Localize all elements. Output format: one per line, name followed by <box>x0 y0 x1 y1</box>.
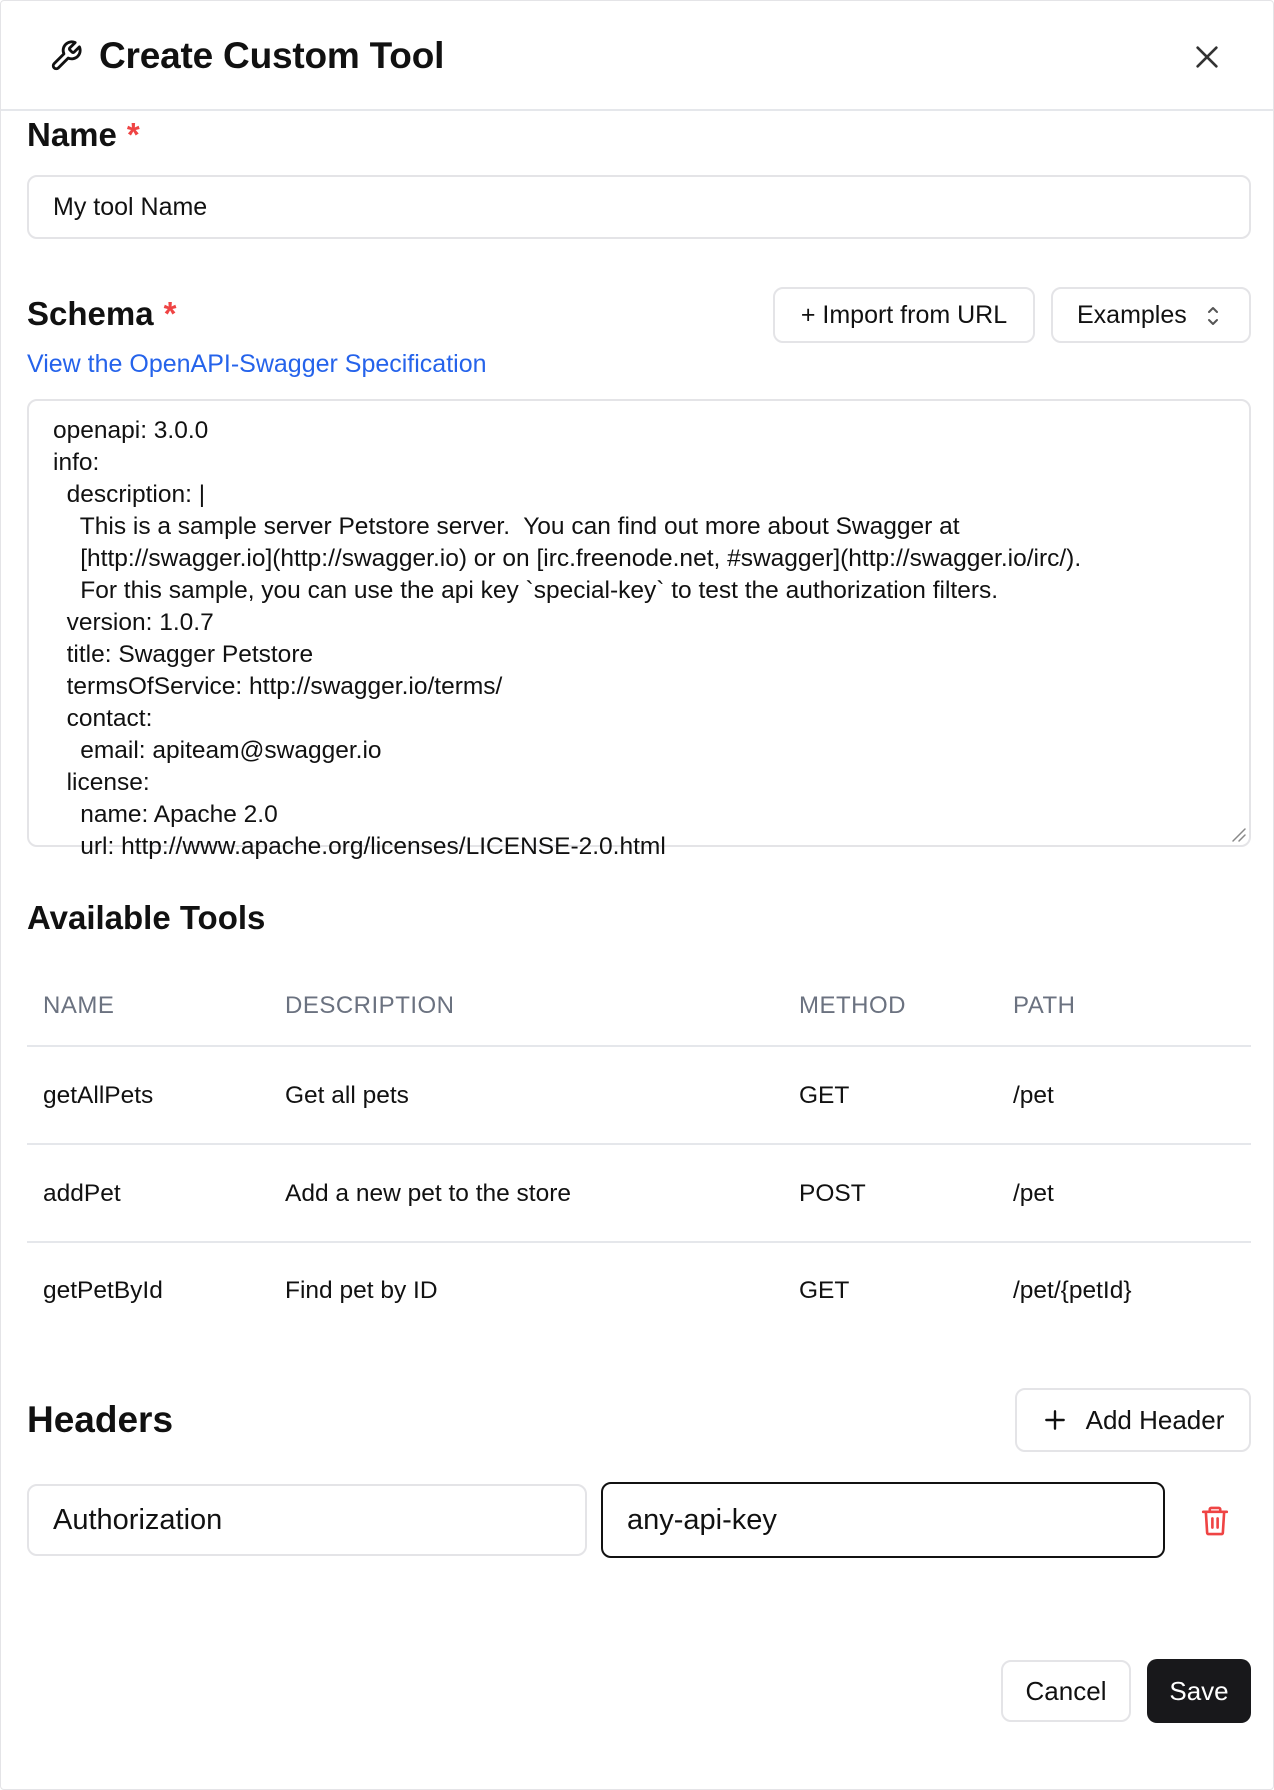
required-mark: * <box>126 116 140 153</box>
header-value-input[interactable]: any-api-key <box>601 1482 1165 1558</box>
schema-label: Schema * <box>27 295 177 332</box>
tool-name: getPetById <box>43 1277 163 1304</box>
add-header-button[interactable]: Add Header <box>1015 1388 1251 1452</box>
available-tools-title: Available Tools <box>27 899 266 936</box>
tool-method: GET <box>799 1277 850 1304</box>
dialog-title: Create Custom Tool <box>99 35 445 76</box>
header-key-input[interactable]: Authorization <box>27 1484 587 1556</box>
col-header-description: DESCRIPTION <box>285 992 455 1019</box>
table-divider <box>27 1241 1251 1243</box>
schema-content: openapi: 3.0.0 info: description: | This is a sample server Petstore server. You can find out more about Swagger at [http://swagger.io](http://swagger.io) or on [irc.freenode.net, #swagger](http://swagger.io/irc/). For this sample, you can use the api key `special-key` to test the authorization filters. version: 1.0.7 title: Swagger Petstore termsOfService: http://swagger.io/terms/ contact: email: apiteam@swagger.io license: name: Apache 2.0 url: http://www.apache.org/licenses/LICENSE-2.0.html <box>53 417 1082 860</box>
examples-select[interactable]: Examples <box>1051 287 1251 343</box>
name-input[interactable]: My tool Name <box>27 175 1251 239</box>
col-header-method: METHOD <box>799 992 906 1019</box>
required-mark: * <box>163 295 177 332</box>
tool-method: POST <box>799 1180 866 1207</box>
trash-icon[interactable] <box>1199 1504 1231 1538</box>
table-divider <box>27 1045 1251 1047</box>
table-divider <box>27 1143 1251 1145</box>
headers-title: Headers <box>27 1399 174 1440</box>
chevron-up-down-icon <box>1201 303 1225 329</box>
tool-description: Add a new pet to the store <box>285 1180 572 1207</box>
tool-path: /pet/{petId} <box>1013 1277 1132 1304</box>
resize-grip-icon[interactable] <box>1229 825 1247 843</box>
import-from-url-button[interactable]: + Import from URL <box>773 287 1035 343</box>
cancel-button[interactable]: Cancel <box>1001 1660 1131 1722</box>
tool-description: Get all pets <box>285 1082 409 1109</box>
tool-method: GET <box>799 1082 850 1109</box>
name-label: Name * <box>27 116 140 153</box>
col-header-name: NAME <box>43 992 115 1019</box>
tool-path: /pet <box>1013 1082 1054 1109</box>
tool-description: Find pet by ID <box>285 1277 438 1304</box>
tool-name: addPet <box>43 1180 121 1207</box>
tool-path: /pet <box>1013 1180 1054 1207</box>
schema-editor[interactable] <box>27 399 1251 860</box>
dialog-header <box>1 1 1273 111</box>
close-icon[interactable] <box>1191 41 1223 73</box>
wrench-icon <box>49 39 83 73</box>
col-header-path: PATH <box>1013 992 1076 1019</box>
openapi-spec-link[interactable]: View the OpenAPI-Swagger Specification <box>27 350 487 378</box>
save-button[interactable]: Save <box>1147 1659 1251 1723</box>
tool-name: getAllPets <box>43 1082 154 1109</box>
plus-icon <box>1042 1407 1068 1433</box>
